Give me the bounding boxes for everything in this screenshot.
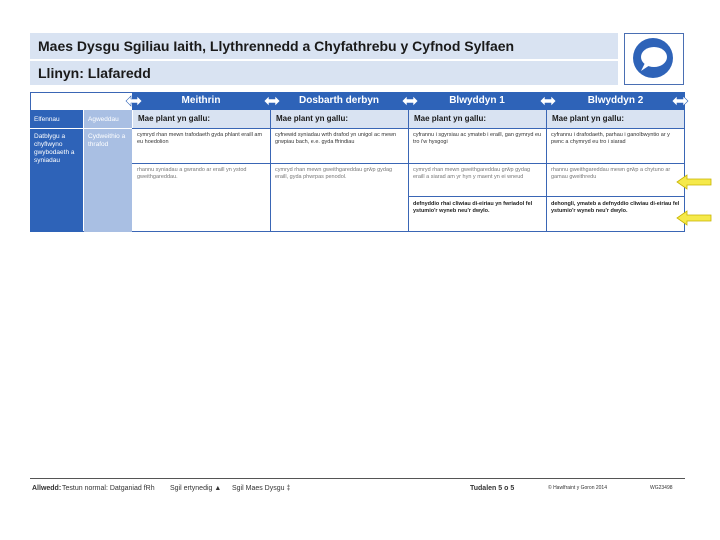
yellow-arrow-icon [676, 174, 712, 190]
mae-plant-header: Mae plant yn gallu: [547, 110, 684, 128]
footer-sgil-maes-label: Sgil Maes Dysgu [232, 485, 285, 492]
double-arrow-icon [401, 94, 419, 108]
agweddau-heading: Agweddau [88, 116, 119, 123]
stage-meithrin: Meithrin [181, 95, 221, 106]
page-title: Maes Dysgu Sgiliau Iaith, Llythrennedd a Chyfathrebu y Cyfnod Sylfaen [30, 33, 618, 59]
logo [624, 33, 684, 85]
mae-plant-header: Mae plant yn gallu: [271, 110, 408, 128]
table-cell: rhannu syniadau a gwrando ar eraill yn ystod gweithgareddau. [137, 167, 247, 180]
elfennau-heading: Elfennau [34, 116, 60, 123]
table-cell: rhannu gweithgareddau mewn grŵp a chytuno ar gamau gweithredu [551, 167, 671, 180]
table-cell: dehongli, ymateb a defnyddio cliwiau di-eiriau fel ystumio'r wyneb neu'r dwylo. [551, 201, 680, 214]
footer-divider [30, 478, 685, 479]
footer-key-label: Allwedd: [32, 485, 62, 492]
double-arrow-icon [263, 94, 281, 108]
double-arrow-icon [125, 94, 143, 108]
speech-bubble-icon [625, 34, 682, 83]
footer-key-text: Testun normal: Datganiad fRh [62, 485, 155, 492]
yellow-arrow-icon [676, 210, 712, 226]
page-subtitle: Llinyn: Llafaredd [30, 61, 618, 85]
divider [408, 196, 685, 197]
footer-code: WG23498 [650, 485, 673, 491]
dagger-icon: ‡ [286, 485, 291, 492]
table-cell: cymryd rhan mewn gweithgareddau grŵp gydag eraill a siarad am yr hyn y maent yn ei wneud [413, 167, 531, 180]
table-cell: cyfrannu i sgyrsiau ac ymateb i eraill, gan gymryd eu tro i'w hysgogi [413, 132, 542, 145]
table-cell: defnyddio rhai cliwiau di-eiriau yn fwriadol fel ystumio'r wyneb neu'r dwylo. [413, 201, 533, 214]
element-name: Datblygu a chyflwyno gwybodaeth a syniadau [34, 133, 75, 164]
footer-copyright: © Hawlfraint y Goron 2014 [548, 485, 607, 491]
double-arrow-icon [539, 94, 557, 108]
footer-sgil-ertynedig-label: Sgil ertynedig [170, 485, 213, 492]
footer-sgil-ertynedig [170, 485, 221, 492]
table-cell: cymryd rhan mewn trafodaeth gyda phlant eraill am eu hoedolion [137, 132, 263, 145]
footer-page-number: Tudalen 5 o 5 [470, 485, 515, 492]
footer-sgil-maes [232, 485, 290, 492]
divider [132, 128, 685, 129]
aspect-name: Cydweithio a thrafod [88, 133, 126, 148]
table-cell: cyfrannu i drafodaeth, parhau i ganolbwyntio ar y pwnc a chymryd eu tro i siarad [551, 132, 670, 145]
stage-dosbarth-derbyn: Dosbarth derbyn [298, 95, 379, 106]
divider [30, 128, 132, 129]
double-arrow-icon [671, 94, 689, 108]
mae-plant-header: Mae plant yn gallu: [133, 110, 270, 128]
triangle-icon: ▲ [214, 485, 222, 492]
mae-plant-header: Mae plant yn gallu: [409, 110, 546, 128]
divider [132, 163, 685, 164]
stage-blwyddyn-1: Blwyddyn 1 [449, 95, 505, 106]
table-cell: cyfnewid syniadau wrth drafod yn unigol ac mewn grwpiau bach, e.e. gyda ffrindiau [275, 132, 397, 145]
stage-blwyddyn-2: Blwyddyn 2 [587, 95, 644, 106]
table-cell: cymryd rhan mewn gweithgareddau grŵp gydag eraill, gyda phwrpas penodol. [275, 167, 393, 180]
